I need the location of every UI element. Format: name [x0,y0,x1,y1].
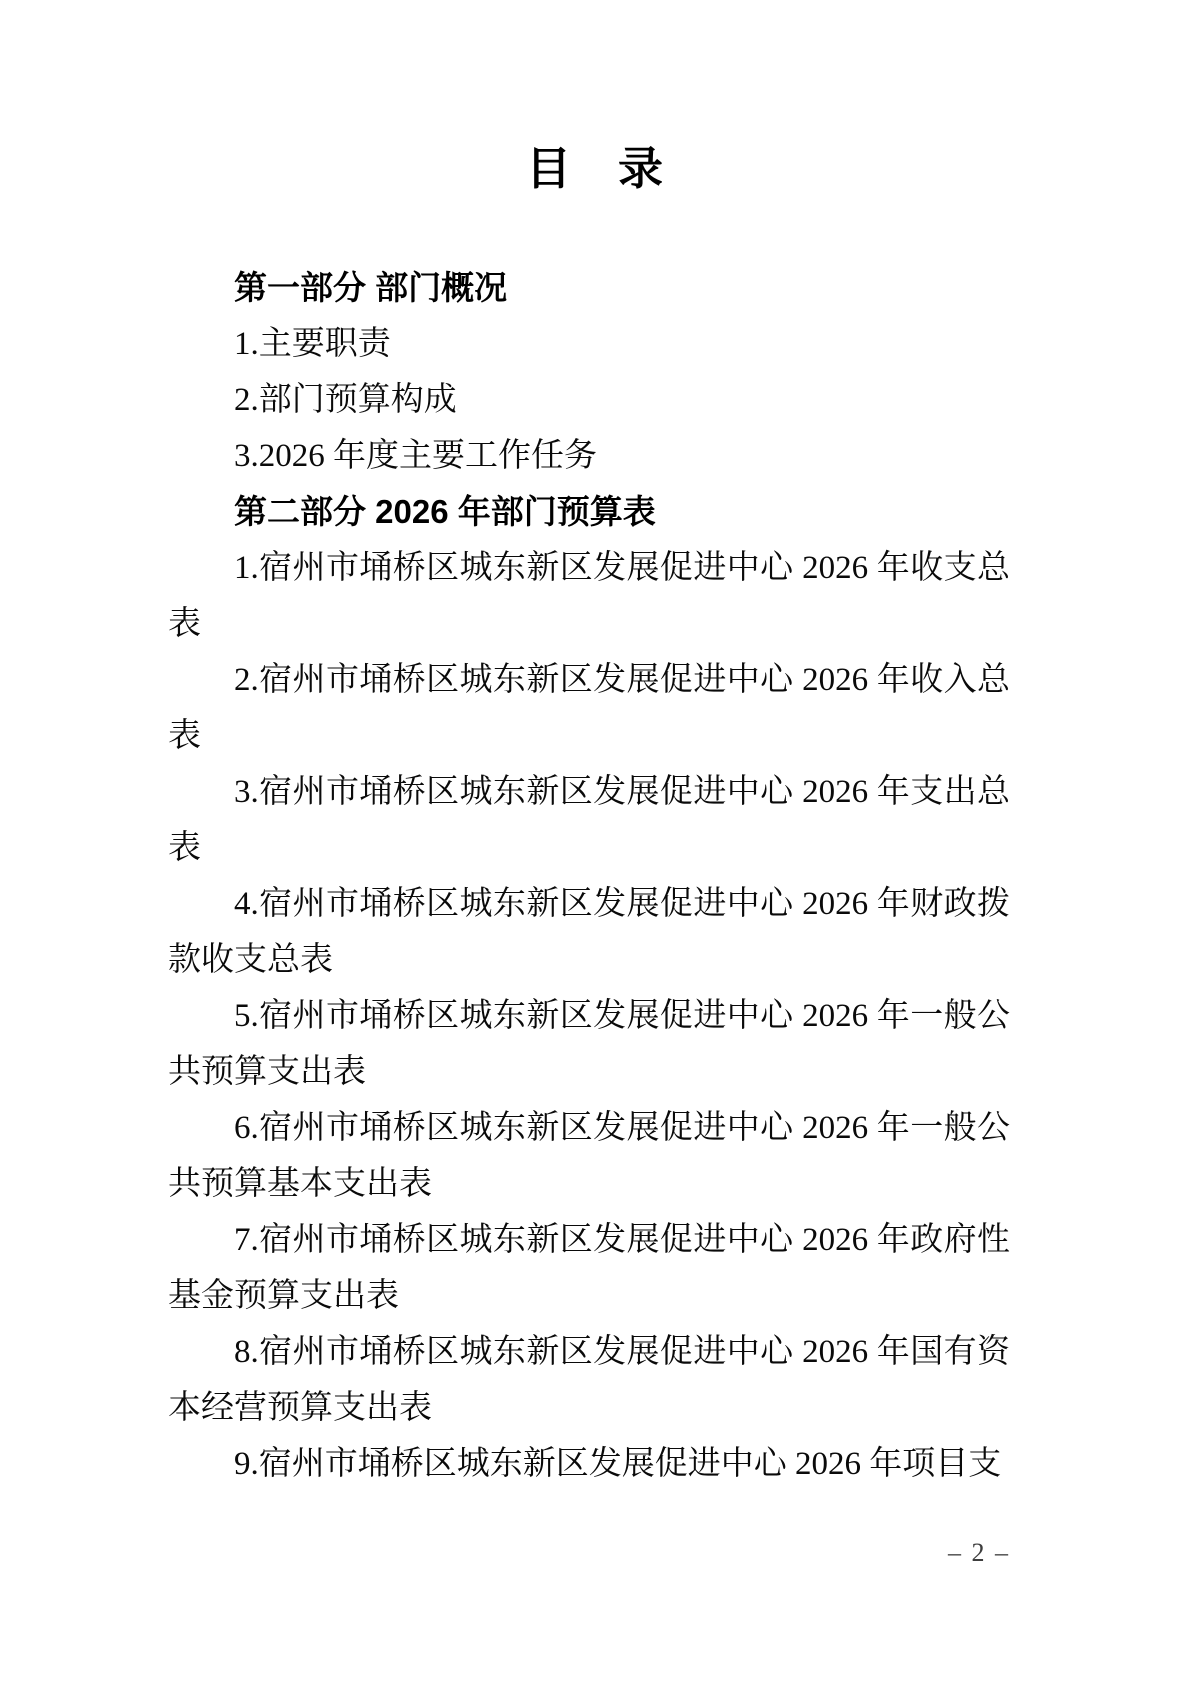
toc-section-2-heading: 第二部分 2026 年部门预算表 [234,493,656,530]
toc-item: 1.主要职责 [234,326,391,362]
toc-item: 7.宿州市埇桥区城东新区发展促进中心 2026 年政府性基金预算支出表 [168,1222,1010,1314]
toc-item: 4.宿州市埇桥区城东新区发展促进中心 2026 年财政拨款收支总表 [168,886,1010,978]
table-of-contents [168,260,1010,1492]
toc-item: 6.宿州市埇桥区城东新区发展促进中心 2026 年一般公共预算基本支出表 [168,1110,1010,1202]
toc-item: 2.宿州市埇桥区城东新区发展促进中心 2026 年收入总表 [168,662,1010,754]
toc-item: 3.宿州市埇桥区城东新区发展促进中心 2026 年支出总表 [168,774,1010,866]
toc-item: 8.宿州市埇桥区城东新区发展促进中心 2026 年国有资本经营预算支出表 [168,1334,1010,1426]
toc-item: 2.部门预算构成 [234,382,457,418]
toc-item: 3.2026 年度主要工作任务 [234,438,597,474]
toc-item: 9.宿州市埇桥区城东新区发展促进中心 2026 年项目支 [234,1446,1002,1482]
toc-section-1-heading: 第一部分 部门概况 [234,269,508,306]
toc-item: 5.宿州市埇桥区城东新区发展促进中心 2026 年一般公共预算支出表 [168,998,1010,1090]
toc-item: 1.宿州市埇桥区城东新区发展促进中心 2026 年收支总表 [168,550,1010,642]
page-number: – 2 – [948,1538,1010,1567]
page-title: 目 录 [525,143,664,194]
